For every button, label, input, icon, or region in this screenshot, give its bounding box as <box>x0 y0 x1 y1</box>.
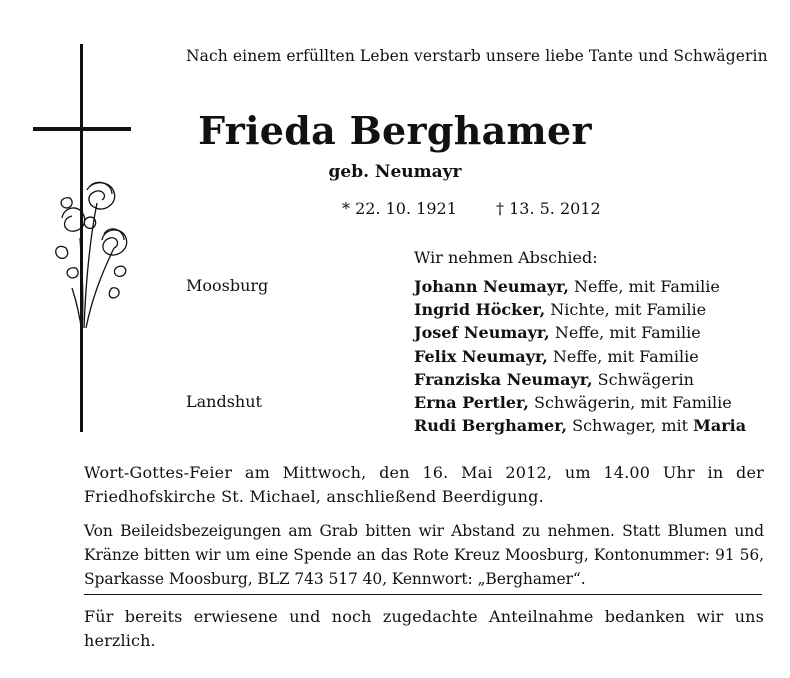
mourner-name: Josef Neumayr, <box>414 323 550 343</box>
place-landshut: Landshut <box>186 392 262 411</box>
mourner-row <box>414 298 746 321</box>
mourner-extra: Maria <box>693 416 747 436</box>
mourner-name: Johann Neumayr, <box>414 277 569 296</box>
mourner-relation: Neffe, mit Familie <box>549 323 701 343</box>
mourners-list <box>414 275 746 437</box>
service-text: Wort-Gottes-Feier am Mittwoch, den 16. Mai 2012, um 14.00 Uhr in der Friedhofskirche St. Michael, anschließend Beerdigung. <box>84 463 764 506</box>
mourner-name: Franziska Neumayr, <box>414 369 593 389</box>
mourner-row <box>414 275 746 298</box>
mourner-row <box>414 414 746 437</box>
divider-line <box>84 594 762 595</box>
mourner-name: Erna Pertler, <box>414 393 529 413</box>
mourner-name: Rudi Berghamer, <box>414 416 568 436</box>
roses-icon <box>52 178 132 338</box>
mourner-row <box>414 391 746 414</box>
mourner-name: Felix Neumayr, <box>414 346 548 366</box>
intro-text: Nach einem erfüllten Leben verstarb unsere liebe Tante und Schwägerin <box>186 47 768 65</box>
birth-date: * 22. 10. 1921 <box>342 199 457 218</box>
thanks-text: Für bereits erwiesene und noch zugedachte Anteilnahme bedanken wir uns herzlich. <box>84 607 764 650</box>
mourner-row <box>414 368 746 391</box>
mourners-heading: Wir nehmen Abschied: <box>414 248 598 267</box>
mourner-row <box>414 345 746 368</box>
death-date: † 13. 5. 2012 <box>496 199 601 218</box>
mourner-relation: Schwägerin <box>592 369 694 389</box>
deceased-name: Frieda Berghamer <box>198 108 592 153</box>
mourner-relation: Schwager, mit <box>567 416 694 436</box>
mourner-row <box>414 321 746 344</box>
place-moosburg: Moosburg <box>186 276 269 295</box>
maiden-name: geb. Neumayr <box>328 162 462 182</box>
mourner-relation: Nichte, mit Familie <box>545 300 707 320</box>
mourner-relation: Neffe, mit Familie <box>568 277 720 296</box>
mourner-relation: Neffe, mit Familie <box>547 346 699 366</box>
mourner-relation: Schwägerin, mit Familie <box>528 393 732 413</box>
condolences-text: Von Beileidsbezeigungen am Grab bitten wir Abstand zu nehmen. Statt Blumen und Kränze bitten wir um eine Spende an das Rote Kreuz Moosburg, Kontonummer: 91 56, Sparkasse Moosburg, BLZ 743 517 40, Kennwort: „Berghamer“. <box>84 522 764 588</box>
mourner-name: Ingrid Höcker, <box>414 300 546 320</box>
